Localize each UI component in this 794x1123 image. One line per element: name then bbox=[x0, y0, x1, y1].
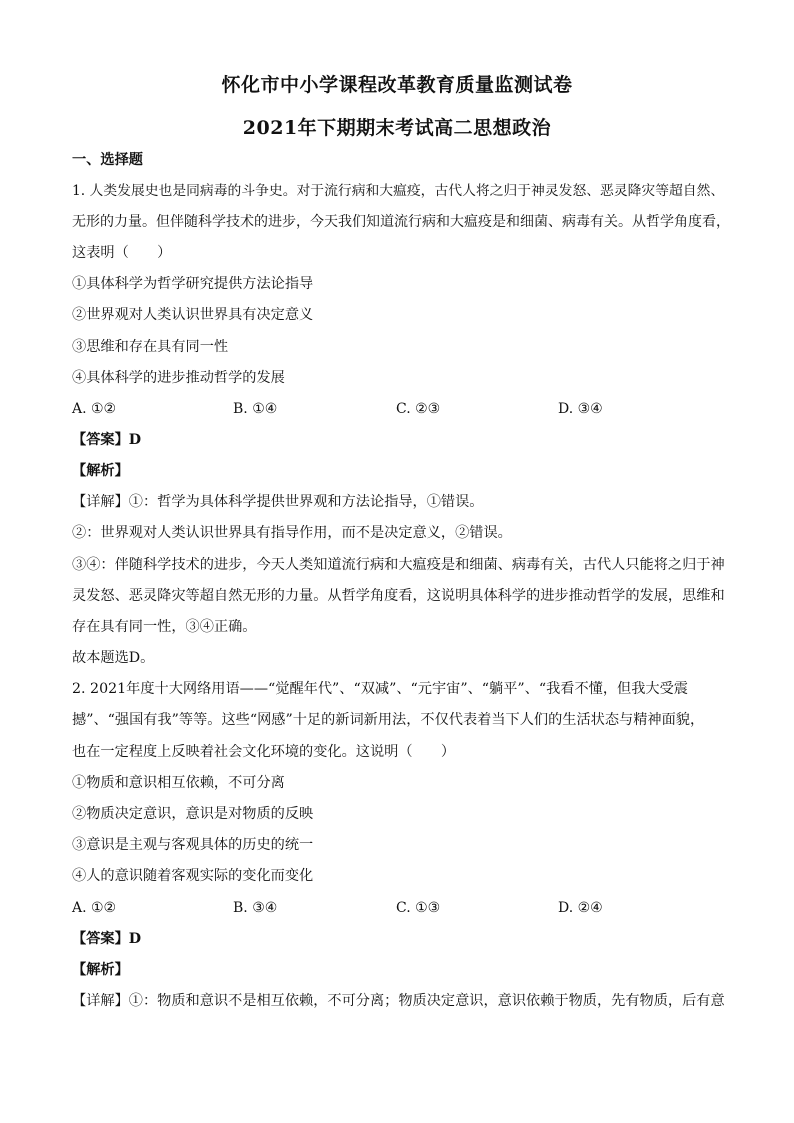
q2-stem-line: 也在一定程度上反映着社会文化环境的变化。这说明（ ） bbox=[72, 744, 456, 760]
q2-item: ④人的意识随着客观实际的变化而变化 bbox=[72, 868, 314, 884]
q2-stem-line: 2. 2021年度十大网络用语——“觉醒年代”、“双减”、“元宇宙”、“躺平”、“我看不懂，但我大受震 bbox=[72, 681, 688, 697]
q2-option-a: A. ①② bbox=[72, 900, 117, 916]
q1-detail-line: ②：世界观对人类认识世界具有指导作用，而不是决定意义，②错误。 bbox=[72, 525, 512, 541]
q1-detail-line: 故本题选D。 bbox=[72, 650, 155, 666]
q2-stem-line: 撼”、“强国有我”等等。这些“网感”十足的新词新用法，不仅代表着当下人们的生活状态与精神面貌， bbox=[72, 712, 705, 728]
q1-stem-line: 这表明（ ） bbox=[72, 245, 172, 261]
q1-detail-line: 【详解】①：哲学为具体科学提供世界观和方法论指导，①错误。 bbox=[72, 494, 484, 510]
section-heading: 一、选择题 bbox=[72, 152, 143, 168]
q2-item: ②物质决定意识，意识是对物质的反映 bbox=[72, 806, 314, 822]
q1-detail-line: ③④：伴随科学技术的进步，今天人类知道流行病和大瘟疫是和细菌、病毒有关，古代人只能将之归于神 bbox=[72, 557, 725, 573]
q1-option-d: D. ③④ bbox=[558, 401, 603, 417]
document-title: 怀化市中小学课程改革教育质量监测试卷 bbox=[221, 74, 573, 96]
q2-item: ①物质和意识相互依赖，不可分离 bbox=[72, 775, 285, 791]
q1-option-a: A. ①② bbox=[72, 401, 117, 417]
document-subtitle: 2021年下期期末考试高二思想政治 bbox=[242, 117, 552, 139]
q2-item: ③意识是主观与客观具体的历史的统一 bbox=[72, 837, 314, 853]
q1-option-c: C. ②③ bbox=[396, 401, 441, 417]
q1-item: ③思维和存在具有同一性 bbox=[72, 339, 229, 355]
q1-stem-line: 无形的力量。但伴随科学技术的进步，今天我们知道流行病和大瘟疫是和细菌、病毒有关。从哲学角度看， bbox=[72, 214, 730, 230]
q2-answer: 【答案】D bbox=[72, 931, 142, 947]
q1-item: ①具体科学为哲学研究提供方法论指导 bbox=[72, 276, 314, 292]
q1-analysis-label: 【解析】 bbox=[72, 463, 129, 479]
q2-detail-line: 【详解】①：物质和意识不是相互依赖，不可分离；物质决定意识，意识依赖于物质，先有物质，后有意 bbox=[72, 993, 725, 1009]
q1-answer: 【答案】D bbox=[72, 432, 142, 448]
q1-option-b: B. ①④ bbox=[233, 401, 278, 417]
q2-analysis-label: 【解析】 bbox=[72, 962, 129, 978]
q1-item: ④具体科学的进步推动哲学的发展 bbox=[72, 370, 285, 386]
q2-option-b: B. ③④ bbox=[233, 900, 278, 916]
q1-item: ②世界观对人类认识世界具有决定意义 bbox=[72, 307, 314, 323]
q1-detail-line: 灵发怒、恶灵降灾等超自然无形的力量。从哲学角度看，这说明具体科学的进步推动哲学的发展，思维和 bbox=[72, 588, 725, 604]
q1-detail-line: 存在具有同一性，③④正确。 bbox=[72, 619, 257, 635]
q2-option-d: D. ②④ bbox=[558, 900, 603, 916]
q2-option-c: C. ①③ bbox=[396, 900, 441, 916]
q1-stem-line: 1. 人类发展史也是同病毒的斗争史。对于流行病和大瘟疫，古代人将之归于神灵发怒、恶灵降灾等超自然、 bbox=[72, 183, 725, 199]
